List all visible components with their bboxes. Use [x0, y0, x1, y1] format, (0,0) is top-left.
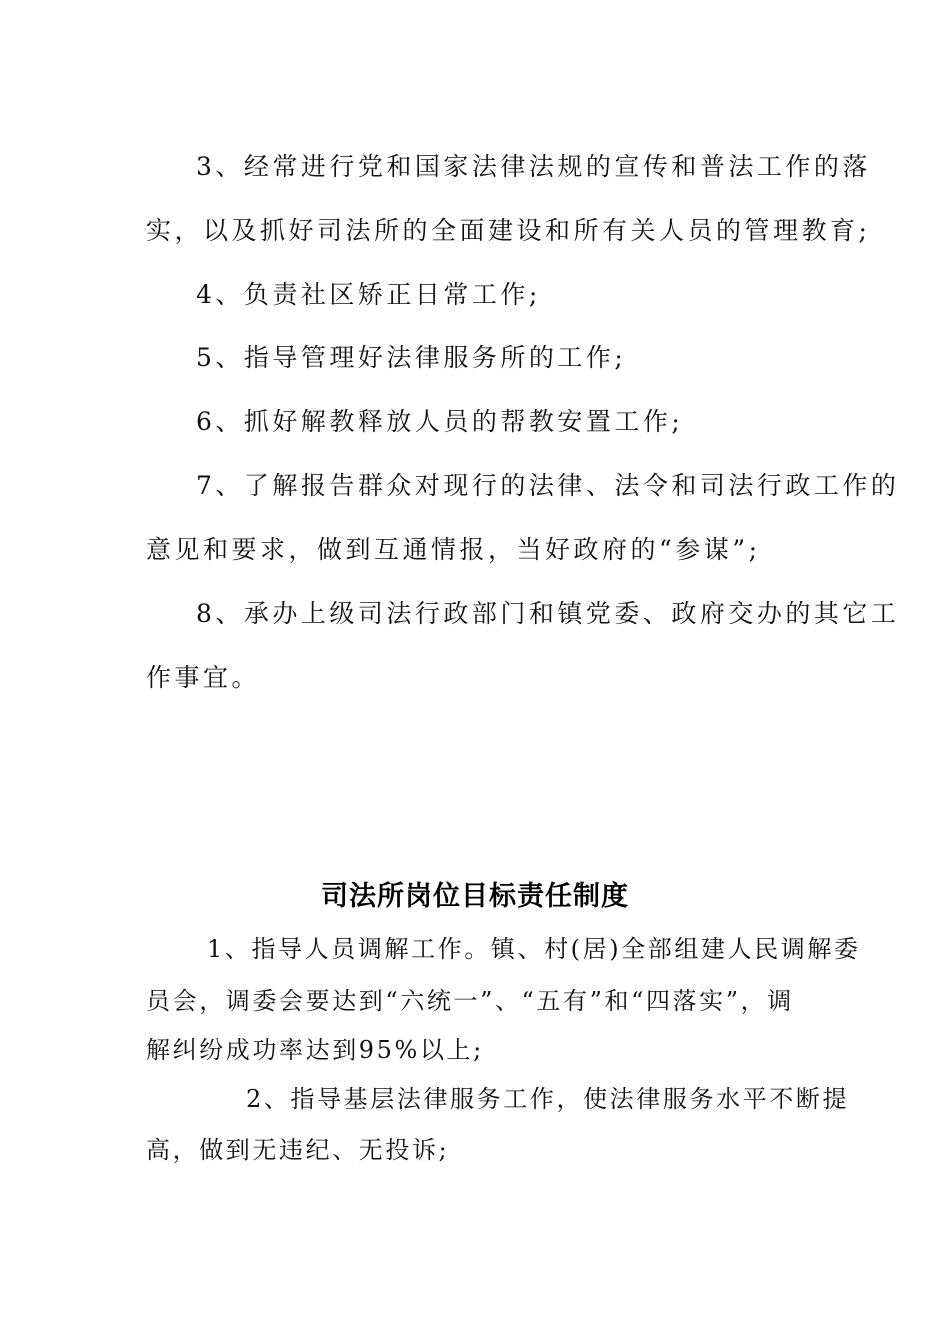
rule-item-1-line-2: 员会，调委会要达到“六统一”、“五有”和“四落实”，调: [146, 987, 794, 1015]
rule-item-1-line-1: 1、指导人员调解工作。镇、村(居)全部组建人民调解委: [207, 935, 861, 963]
rule-item-1-line-3: 解纠纷成功率达到95%以上;: [146, 1036, 484, 1064]
rule-item-2-line-1: 2、指导基层法律服务工作，使法律服务水平不断提: [246, 1085, 850, 1113]
paragraph-item-8-line-2: 作事宜。: [146, 663, 261, 692]
paragraph-item-4: 4、负责社区矫正日常工作;: [196, 280, 541, 309]
rule-item-2-line-2: 高，做到无违纪、无投诉;: [146, 1136, 450, 1164]
paragraph-item-3-line-1: 3、经常进行党和国家法律法规的宣传和普法工作的落: [196, 152, 871, 181]
paragraph-item-7-line-1: 7、了解报告群众对现行的法律、法令和司法行政工作的: [196, 471, 900, 500]
paragraph-item-6: 6、抓好解教释放人员的帮教安置工作;: [196, 407, 684, 436]
paragraph-item-7-line-2: 意见和要求，做到互通情报，当好政府的“参谋”;: [146, 535, 761, 564]
section-title: 司法所岗位目标责任制度: [321, 881, 629, 912]
paragraph-item-8-line-1: 8、承办上级司法行政部门和镇党委、政府交办的其它工: [196, 599, 900, 628]
paragraph-item-3-line-2: 实，以及抓好司法所的全面建设和所有关人员的管理教育;: [146, 216, 871, 245]
paragraph-item-5: 5、指导管理好法律服务所的工作;: [196, 343, 627, 372]
